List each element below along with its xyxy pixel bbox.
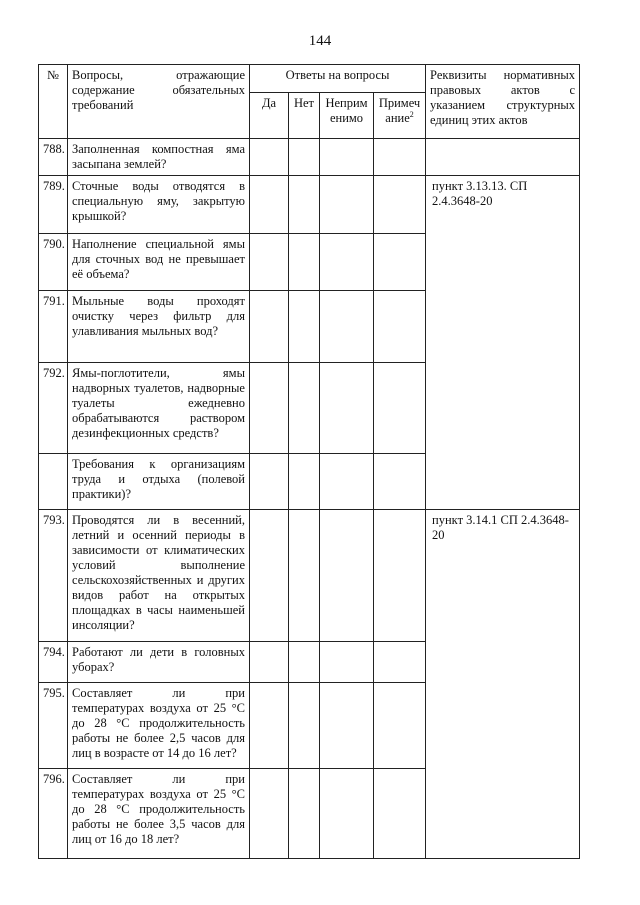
answer-not-applicable-cell[interactable] (320, 139, 374, 176)
table-row (39, 139, 580, 176)
header-note-label: Примеч ание (378, 96, 421, 125)
answer-yes-cell[interactable] (250, 510, 289, 642)
answer-note-cell[interactable] (374, 291, 426, 363)
row-question: Проводятся ли в весенний, летний и осенний периоды в зависимости от климатических условий выполнение сельскохозяйственных и других видов работ на открытых площадках в часы наименьшей инсоляции? (68, 510, 250, 642)
answer-not-applicable-cell[interactable] (320, 454, 374, 510)
answer-yes-cell[interactable] (250, 291, 289, 363)
answer-note-cell[interactable] (374, 683, 426, 769)
header-not-applicable: Неприм енимо (320, 93, 374, 139)
header-yes: Да (250, 93, 289, 139)
answer-yes-cell[interactable] (250, 642, 289, 683)
row-question: Работают ли дети в головных уборах? (68, 642, 250, 683)
answer-no-cell[interactable] (289, 683, 320, 769)
answer-yes-cell[interactable] (250, 234, 289, 291)
answer-no-cell[interactable] (289, 291, 320, 363)
answer-yes-cell[interactable] (250, 454, 289, 510)
answer-no-cell[interactable] (289, 363, 320, 454)
answer-note-cell[interactable] (374, 234, 426, 291)
answer-no-cell[interactable] (289, 234, 320, 291)
row-number: 794. (39, 642, 68, 683)
answer-note-cell[interactable] (374, 176, 426, 234)
answer-yes-cell[interactable] (250, 139, 289, 176)
row-question: Наполнение специальной ямы для сточных вод не превышает её объема? (68, 234, 250, 291)
answer-note-cell[interactable] (374, 510, 426, 642)
answer-not-applicable-cell[interactable] (320, 642, 374, 683)
header-answers: Ответы на вопросы (250, 65, 426, 93)
answer-no-cell[interactable] (289, 642, 320, 683)
row-question: Заполненная компостная яма засыпана землей? (68, 139, 250, 176)
answer-no-cell[interactable] (289, 176, 320, 234)
row-question: Составляет ли при температурах воздуха от 25 °С до 28 °С продолжительность работы не более 2,5 часов для лиц в возрасте от 14 до 16 лет? (68, 683, 250, 769)
row-number (39, 454, 68, 510)
answer-note-cell[interactable] (374, 769, 426, 859)
row-question: Мыльные воды проходят очистку через фильтр для улавливания мыльных вод? (68, 291, 250, 363)
requirements-checklist-table (38, 64, 580, 859)
answer-note-cell[interactable] (374, 454, 426, 510)
answer-no-cell[interactable] (289, 454, 320, 510)
answer-not-applicable-cell[interactable] (320, 234, 374, 291)
answer-not-applicable-cell[interactable] (320, 510, 374, 642)
answer-no-cell[interactable] (289, 510, 320, 642)
page-number: 144 (308, 33, 332, 49)
answer-yes-cell[interactable] (250, 769, 289, 859)
answer-not-applicable-cell[interactable] (320, 176, 374, 234)
answer-not-applicable-cell[interactable] (320, 291, 374, 363)
reference-cell: пункт 3.14.1 СП 2.4.3648-20 (426, 510, 580, 859)
header-note-footnote-mark: 2 (409, 109, 414, 119)
row-number: 790. (39, 234, 68, 291)
header-no: Нет (289, 93, 320, 139)
answer-note-cell[interactable] (374, 642, 426, 683)
row-question: Составляет ли при температурах воздуха от 25 °С до 28 °С продолжительность работы не более 3,5 часов для лиц от 16 до 18 лет? (68, 769, 250, 859)
answer-yes-cell[interactable] (250, 363, 289, 454)
answer-not-applicable-cell[interactable] (320, 769, 374, 859)
row-question: Ямы-поглотители, ямы надворных туалетов, надворные туалеты ежедневно обрабатываются раствором дезинфекционных средств? (68, 363, 250, 454)
answer-not-applicable-cell[interactable] (320, 683, 374, 769)
row-question: Сточные воды отводятся в специальную яму, закрытую крышкой? (68, 176, 250, 234)
answer-yes-cell[interactable] (250, 176, 289, 234)
header-questions: Вопросы, отражающие содержание обязательных требований (68, 65, 250, 139)
reference-cell-empty (426, 139, 580, 176)
row-number: 791. (39, 291, 68, 363)
row-number: 796. (39, 769, 68, 859)
table-row (39, 510, 580, 642)
answer-note-cell[interactable] (374, 139, 426, 176)
answer-not-applicable-cell[interactable] (320, 363, 374, 454)
row-number: 792. (39, 363, 68, 454)
row-number: 789. (39, 176, 68, 234)
answer-no-cell[interactable] (289, 139, 320, 176)
header-references: Реквизиты нормативных правовых актов с указанием структурных единиц этих актов (426, 65, 580, 139)
header-note (374, 93, 426, 139)
row-number: 788. (39, 139, 68, 176)
row-number: 793. (39, 510, 68, 642)
reference-cell: пункт 3.13.13. СП 2.4.3648-20 (426, 176, 580, 510)
row-number: 795. (39, 683, 68, 769)
table-row (39, 176, 580, 234)
row-question: Требования к организациям труда и отдыха (полевой практики)? (68, 454, 250, 510)
answer-note-cell[interactable] (374, 363, 426, 454)
answer-yes-cell[interactable] (250, 683, 289, 769)
table-header-row (39, 65, 580, 93)
header-number: № (39, 65, 68, 139)
answer-no-cell[interactable] (289, 769, 320, 859)
